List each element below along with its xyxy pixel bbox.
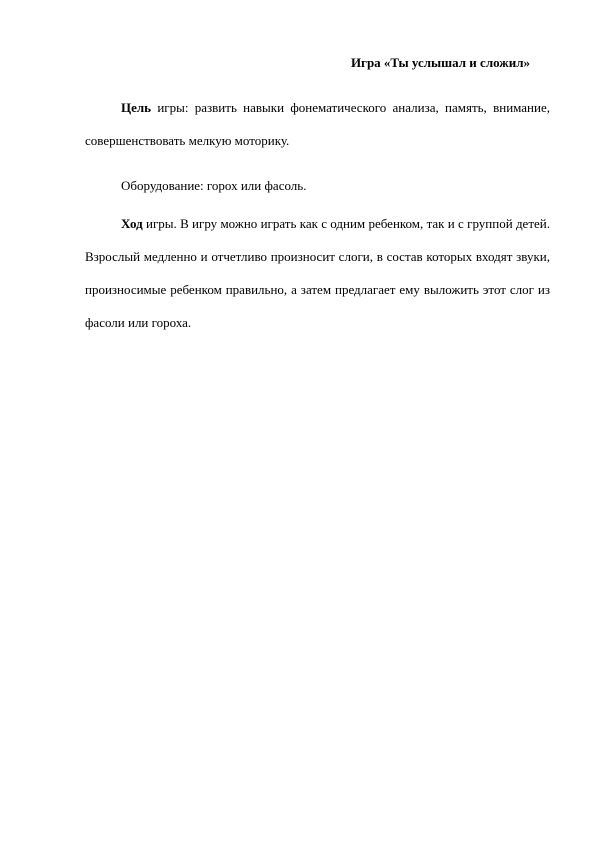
equipment-text: Оборудование: горох или фасоль. [121, 178, 307, 193]
goal-label: Цель [121, 100, 152, 115]
procedure-label: Ход [121, 216, 143, 231]
procedure-paragraph [85, 207, 550, 339]
goal-paragraph [85, 91, 550, 157]
goal-text: игры: развить навыки фонематического анализа, память, внимание, совершенствовать мелкую моторику. [85, 100, 550, 148]
equipment-paragraph [85, 169, 550, 202]
document-body [85, 53, 550, 351]
procedure-text: игры. В игру можно играть как с одним ребенком, так и с группой детей. Взрослый медленно и отчетливо произносит слоги, в состав которых входят звуки, произносимые ребенком правильно, а затем предлагает ему выложить этот слог из фасоли или гороха. [85, 216, 550, 330]
page-title: Игра «Ты услышал и сложил» [350, 55, 530, 70]
